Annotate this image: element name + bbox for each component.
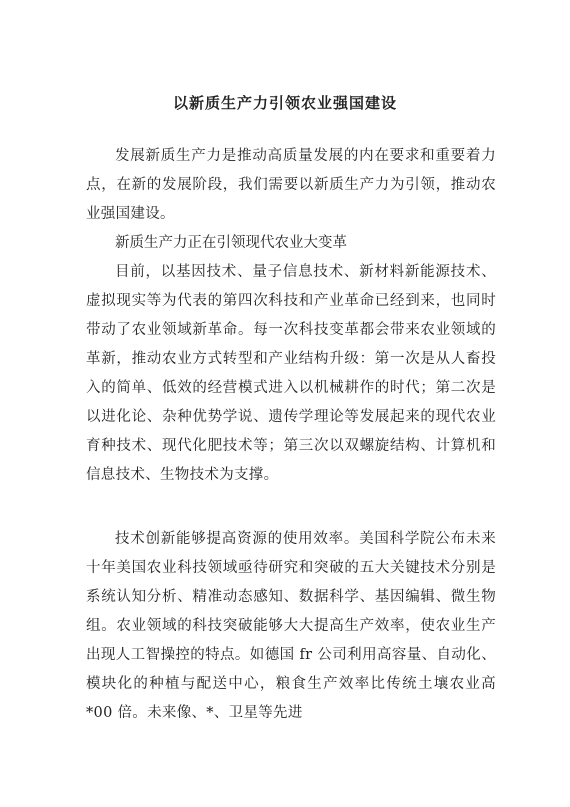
body-paragraph-revolution: 目前，以基因技术、量子信息技术、新材料新能源技术、虚拟现实等为代表的第四次科技和产业革命已经到来，也同时带动了农业领域新革命。每一次科技变革都会带来农业领域的革新，推动农业方式转型和产业结构升级：第一次是从人畜投入的简单、低效的经营模式进入以机械耕作的时代；第二次是以进化论、杂种优势学说、遗传学理论等发展起来的现代农业育种技术、现代化肥技术等；第三次以双螺旋结构、计算机和信息技术、生物技术为支撑。 [86,264,496,483]
document-title: 以新质生产力引领农业强国建设 [172,94,397,112]
section-heading: 新质生产力正在引领现代农业大变革 [115,235,347,251]
intro-paragraph: 发展新质生产力是推动高质量发展的内在要求和重要着力点，在新的发展阶段，我们需要以新质生产力为引领，推动农业强国建设。 [86,148,496,222]
body-paragraph-innovation: 技术创新能够提高资源的使用效率。美国科学院公布未来十年美国农业科技领域亟待研究和突破的五大关键技术分别是系统认知分析、精准动态感知、数据科学、基因编辑、微生物组。农业领域的科技突破能够大大提高生产效率，使农业生产出现人工智操控的特点。如德国 fr 公司利用高容量、自动化、模块化的种植与配送中心，粮食生产效率比传统土壤农业高*00 倍。未来像、*、卫星等先进 [86,531,496,721]
